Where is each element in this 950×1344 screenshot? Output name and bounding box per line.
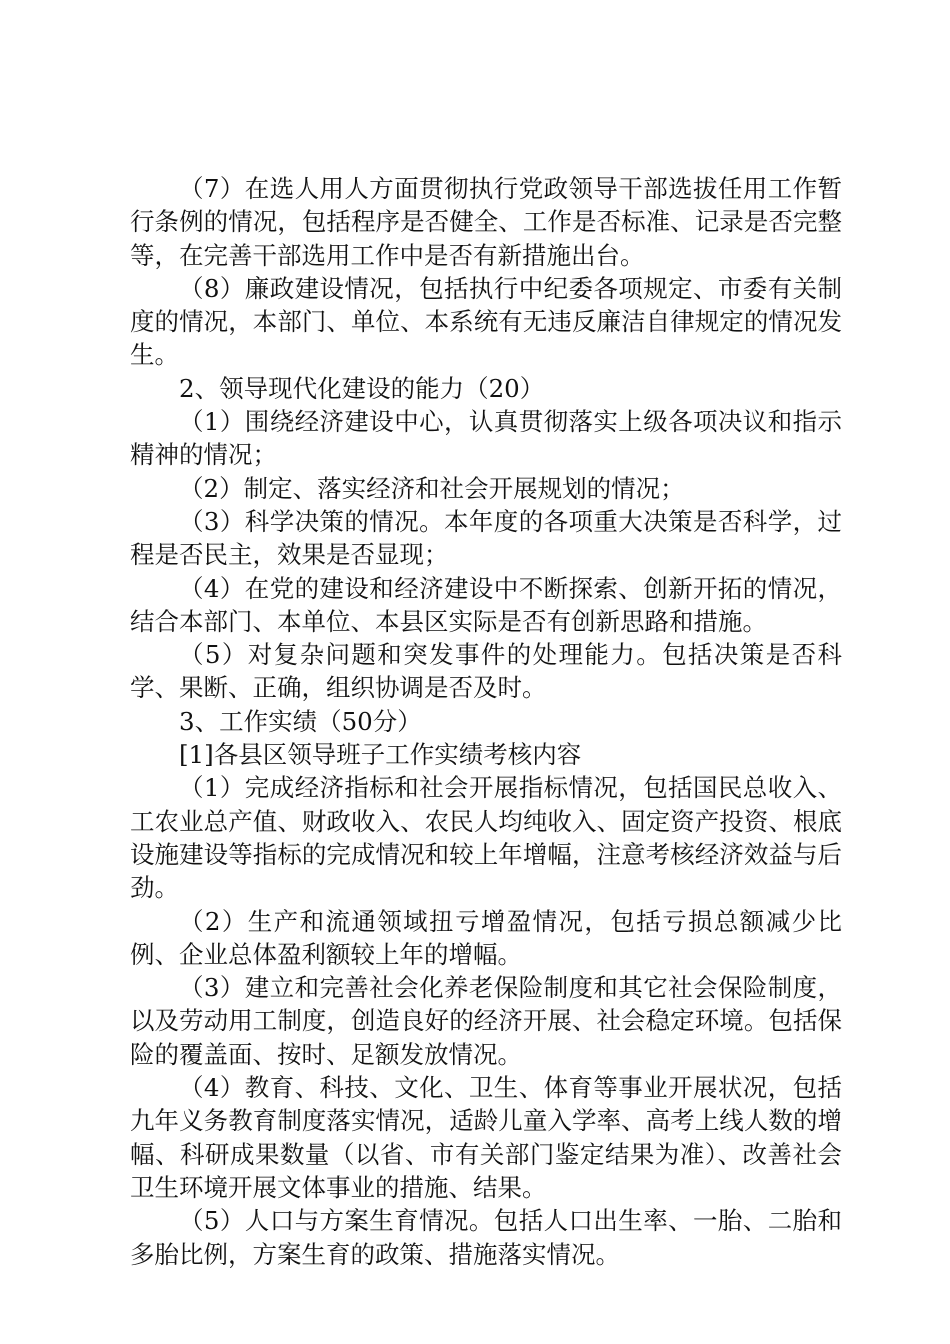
paragraph-performance-4: （4）教育、科技、文化、卫生、体育等事业开展状况，包括九年义务教育制度落实情况，适龄儿童入学率、高考上线人数的增幅、科研成果数量（以省、市有关部门鉴定结果为准）、改善社会卫生环境开展文体事业的措施、结果。 xyxy=(130,1073,842,1202)
section-heading-leadership: 2、领导现代化建设的能力（20） xyxy=(179,373,545,403)
paragraph-leadership-4: （4）在党的建设和经济建设中不断探索、创新开拓的情况，结合本部门、本单位、本县区实际是否有创新思路和措施。 xyxy=(130,573,842,636)
paragraph-performance-1: （1）完成经济指标和社会开展指标情况，包括国民总收入、工农业总产值、财政收入、农民人均纯收入、固定资产投资、根底设施建设等指标的完成情况和较上年增幅，注意考核经济效益与后劲。 xyxy=(130,773,842,903)
section-heading-performance: 3、工作实绩（50分） xyxy=(179,706,422,736)
subsection-heading-county: [1]各县区领导班子工作实绩考核内容 xyxy=(179,740,582,770)
paragraph-leadership-3: （3）科学决策的情况。本年度的各项重大决策是否科学，过程是否民主，效果是否显现； xyxy=(130,506,842,570)
paragraph-leadership-1: （1）围绕经济建设中心，认真贯彻落实上级各项决议和指示精神的情况； xyxy=(130,407,842,470)
paragraph-performance-5: （5）人口与方案生育情况。包括人口出生率、一胎、二胎和多胎比例，方案生育的政策、措施落实情况。 xyxy=(130,1206,842,1269)
paragraph-item-8-integrity: （8）廉政建设情况，包括执行中纪委各项规定、市委有关制度的情况，本部门、单位、本系统有无违反廉洁自律规定的情况发生。 xyxy=(130,273,842,370)
paragraph-performance-2: （2）生产和流通领域扭亏增盈情况，包括亏损总额减少比例、企业总体盈利额较上年的增幅。 xyxy=(130,906,842,969)
paragraph-performance-3: （3）建立和完善社会化养老保险制度和其它社会保险制度，以及劳动用工制度，创造良好的经济开展、社会稳定环境。包括保险的覆盖面、按时、足额发放情况。 xyxy=(130,973,842,1069)
paragraph-leadership-2: （2）制定、落实经济和社会开展规划的情况； xyxy=(179,473,685,503)
document-page xyxy=(130,172,842,1271)
paragraph-item-7-selection: （7）在选人用人方面贯彻执行党政领导干部选拔任用工作暂行条例的情况，包括程序是否健全、工作是否标准、记录是否完整等，在完善干部选用工作中是否有新措施出台。 xyxy=(130,174,842,270)
paragraph-leadership-5: （5）对复杂问题和突发事件的处理能力。包括决策是否科学、果断、正确，组织协调是否及时。 xyxy=(130,640,842,703)
